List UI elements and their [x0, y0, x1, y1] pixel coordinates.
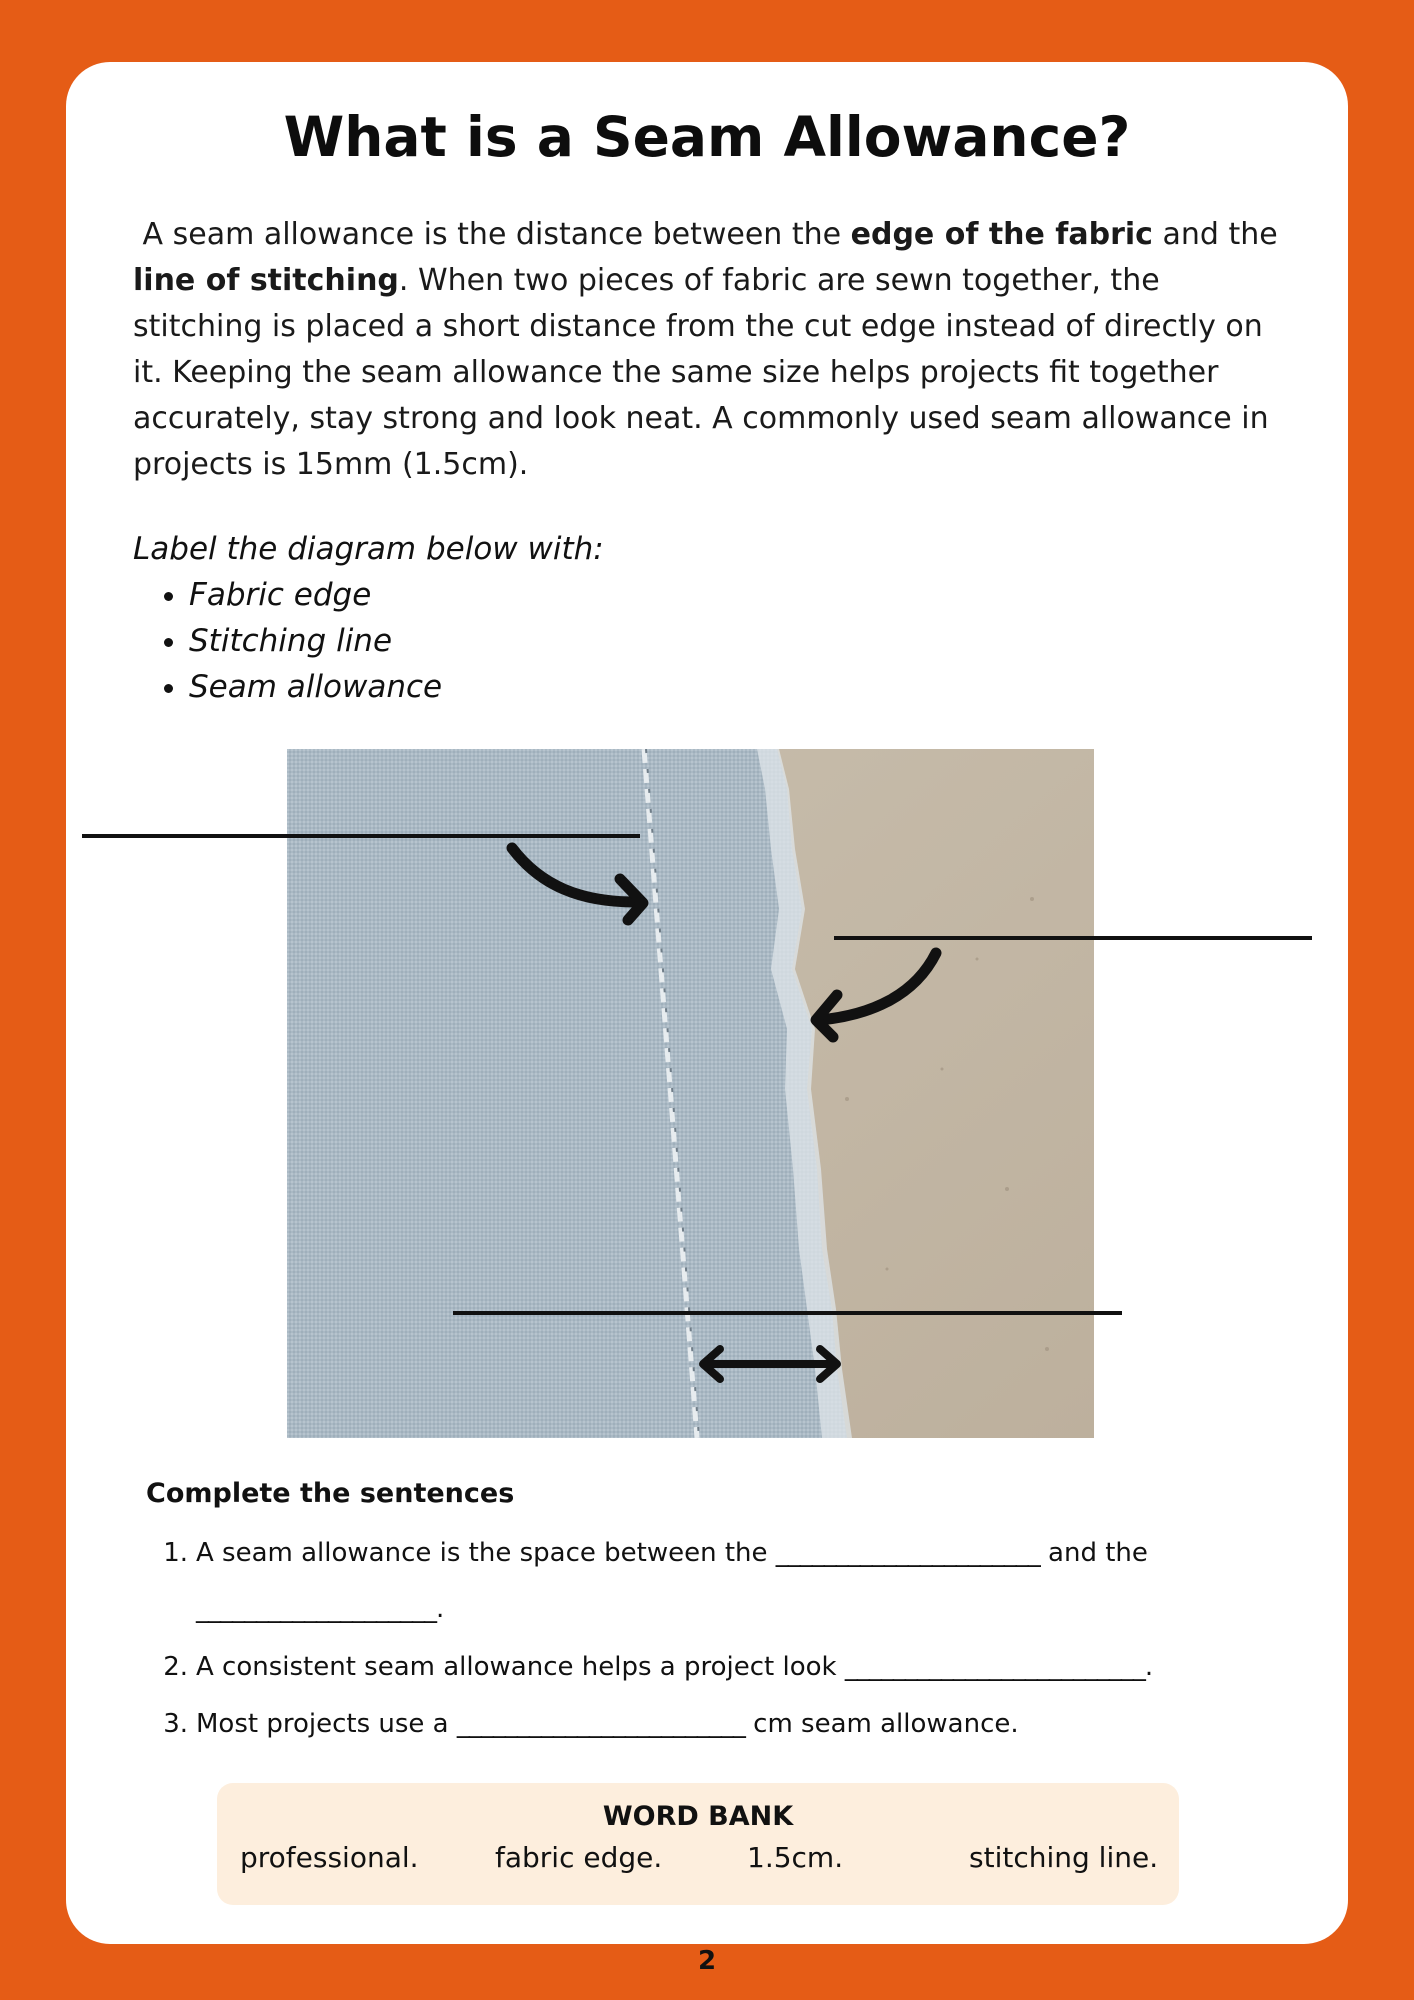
sentence-1-text-b: and the	[1039, 1538, 1148, 1568]
intro-text-1: A seam allowance is the distance between the	[142, 217, 851, 252]
fabric-piece	[287, 749, 847, 1438]
instructions-lead: Label the diagram below with:	[133, 531, 604, 567]
label-item-stitching-line: • Stitching line	[189, 618, 1033, 664]
intro-bold-fabric-edge: edge of the fabric	[850, 217, 1153, 252]
word-bank-title: WORD BANK	[602, 1801, 794, 1832]
sentence-3	[160, 1709, 1019, 1739]
page-title: What is a Seam Allowance?	[283, 105, 1131, 169]
sentence-1	[160, 1538, 1148, 1568]
word-bank-word-fabric-edge: fabric edge.	[495, 1841, 663, 1874]
sentence-2-number: 2.	[163, 1652, 188, 1682]
word-bank-word-1-5cm: 1.5cm.	[747, 1841, 844, 1874]
sentence-1-text-a: A seam allowance is the space between the	[196, 1538, 776, 1568]
word-bank-word-professional: professional.	[240, 1841, 419, 1874]
intro-paragraph	[133, 212, 1283, 488]
sentences-heading: Complete the sentences	[146, 1478, 515, 1509]
intro-text-2: and the	[1152, 217, 1278, 252]
sentence-3-text-b: cm seam allowance.	[744, 1709, 1019, 1739]
sentence-2-blank[interactable]: _________________________	[844, 1652, 1145, 1682]
page-number: 2	[697, 1946, 717, 1976]
sentence-2	[160, 1652, 1153, 1682]
sentence-2-text-b: .	[1144, 1652, 1154, 1682]
sentence-1-number: 1.	[163, 1538, 188, 1568]
fabric-photo	[287, 749, 1094, 1438]
label-instructions	[133, 526, 1033, 710]
sentence-1-text-c: .	[436, 1594, 445, 1624]
sentence-3-text-a: Most projects use a	[196, 1709, 457, 1739]
sentence-1-blank-2[interactable]: ____________________	[196, 1594, 436, 1624]
intro-bold-stitching-line: line of stitching	[133, 263, 399, 298]
sentence-3-blank[interactable]: ________________________	[456, 1709, 745, 1739]
word-bank-word-stitching-line: stitching line.	[969, 1841, 1159, 1874]
label-item-fabric-edge: • Fabric edge	[189, 572, 1033, 618]
label-item-seam-allowance: • Seam allowance	[189, 664, 1033, 710]
sentence-1-blank-1[interactable]: ______________________	[775, 1538, 1040, 1568]
sentence-2-text-a: A consistent seam allowance helps a project look	[196, 1652, 845, 1682]
sentence-3-number: 3.	[163, 1709, 188, 1739]
label-list	[133, 572, 1033, 710]
sentence-1-continued	[196, 1594, 444, 1624]
word-bank	[217, 1783, 1179, 1905]
intro-text-3: . When two pieces of fabric are sewn together, the stitching is placed a short distance from the cut edge instead of directly on it. Keeping the seam allowance the same size helps projects fit together accurately, stay strong and look neat. A commonly used seam allowance in projects is 15mm (1.5cm).	[133, 263, 1269, 482]
